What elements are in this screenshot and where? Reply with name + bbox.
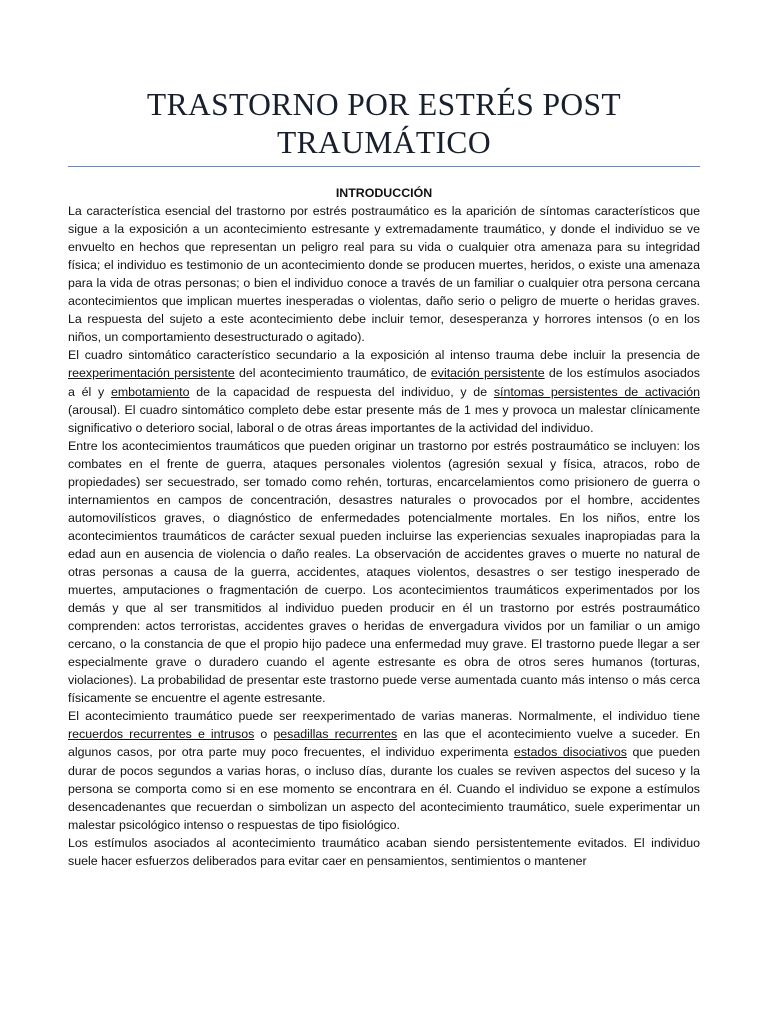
title-divider <box>68 166 700 167</box>
paragraph-text: El acontecimiento traumático puede ser reexperimentado de varias maneras. Normalmente, el individuo tiene <box>68 709 700 724</box>
paragraph-text: Entre los acontecimientos traumáticos que pueden originar un trastorno por estrés postraumático se incluyen: los combates en el frente de guerra, ataques personales violentos (agresión sexual y física, atracos, robo de propiedades) ser secuestrado, ser tomado como rehén, torturas, encarcelamientos como prisionero de guerra o internamientos en campos de concentración, desastres naturales o provocados por el hombre, accidentes automovilísticos graves, o diagnóstico de enfermedades potencialmente mortales. En los niños, entre los acontecimientos traumáticos de carácter sexual pueden incluirse las experiencias sexuales inapropiadas para la edad aun en ausencia de violencia o daño reales. La observación de accidentes graves o muerte no natural de otras personas a causa de la guerra, accidentes, ataques violentos, desastres o ser testigo inesperado de muertes, amputaciones o fragmentación de cuerpo. Los acontecimientos traumáticos experimentados por los demás y que al ser transmitidos al individuo pueden producir en él un trastorno por estrés postraumático comprenden: actos terroristas, accidentes graves o heridas de envergadura vividos por un familiar o un amigo cercano, o la constancia de que el propio hijo padece una enfermedad muy grave. El trastorno puede llegar a ser especialmente grave o duradero cuando el agente estresante es obra de otros seres humanos (torturas, violaciones). La probabilidad de presentar este trastorno puede verse aumentada cuanto más intenso o más cerca físicamente se encuentre el agente estresante. <box>68 438 700 706</box>
paragraph-text: en las que el acontecimiento vuelve a suceder. En algunos casos, por otra parte muy poco frecuentes, el individuo experimenta <box>68 727 701 760</box>
paragraph-text: o <box>254 727 274 742</box>
paragraph-text: del acontecimiento traumático, de <box>234 366 431 381</box>
paragraph-text: (arousal). El cuadro sintomático completo debe estar presente más de 1 mes y provoca un malestar clínicamente significativo o deterioro social, laboral o de otras áreas importantes de la actividad del individuo. <box>68 402 700 435</box>
paragraph-text: de los estímulos asociados a él y <box>68 366 700 399</box>
underlined-term: reexperimentación persistente <box>68 366 235 381</box>
section-heading: INTRODUCCIÓN <box>335 186 433 200</box>
document-title: TRASTORNO POR ESTRÉS POST TRAUMÁTICO <box>146 87 622 160</box>
paragraph-text: que pueden durar de pocos segundos a varias horas, o incluso días, durante los cuales se reviven aspectos del suceso y la persona se comporta como si en ese momento se encontrara en él. Cuando el individuo se expone a estímulos desencadenantes que recuerdan o simbolizan un aspecto del acontecimiento traumático, suele experimentar un malestar psicológico intenso o respuestas de tipo fisiológico. <box>68 745 700 832</box>
paragraph <box>68 437 700 708</box>
underlined-term: recuerdos recurrentes e intrusos <box>68 727 255 742</box>
underlined-term: síntomas persistentes de activación <box>493 384 700 399</box>
paragraph-text: de la capacidad de respuesta del individuo, y de <box>189 384 494 399</box>
paragraph <box>68 202 700 346</box>
paragraph-list <box>68 202 700 870</box>
paragraph <box>68 346 700 436</box>
paragraph-text: La característica esencial del trastorno por estrés postraumático es la aparición de síntomas característicos que sigue a la exposición a un acontecimiento estresante y extremadamente traumático, y donde el individuo se ve envuelto en hechos que representan un peligro real para su vida o cualquier otra amenaza para su integridad física; el individuo es testimonio de un acontecimiento donde se producen muertes, heridos, o existe una amenaza para la vida de otras personas; o bien el individuo conoce a través de un familiar o cualquier otra persona cercana acontecimientos que implican muertes inesperadas o violentas, daño serio o peligro de muerte o heridas graves. La respuesta del sujeto a este acontecimiento debe incluir temor, desesperanza y horrores intensos (o en los niños, un comportamiento desestructurado o agitado). <box>68 204 700 345</box>
underlined-term: estados disociativos <box>513 745 627 760</box>
underlined-term: embotamiento <box>110 384 190 399</box>
document-body <box>68 184 700 870</box>
paragraph <box>68 834 700 870</box>
paragraph <box>68 707 700 833</box>
paragraph-text: El cuadro sintomático característico secundario a la exposición al intenso trauma debe incluir la presencia de <box>68 348 700 363</box>
underlined-term: pesadillas recurrentes <box>273 727 398 742</box>
paragraph-text: Los estímulos asociados al acontecimiento traumático acaban siendo persistentemente evitados. El individuo suele hacer esfuerzos deliberados para evitar caer en pensamientos, sentimientos o mantener <box>68 835 700 868</box>
underlined-term: evitación persistente <box>430 366 545 381</box>
